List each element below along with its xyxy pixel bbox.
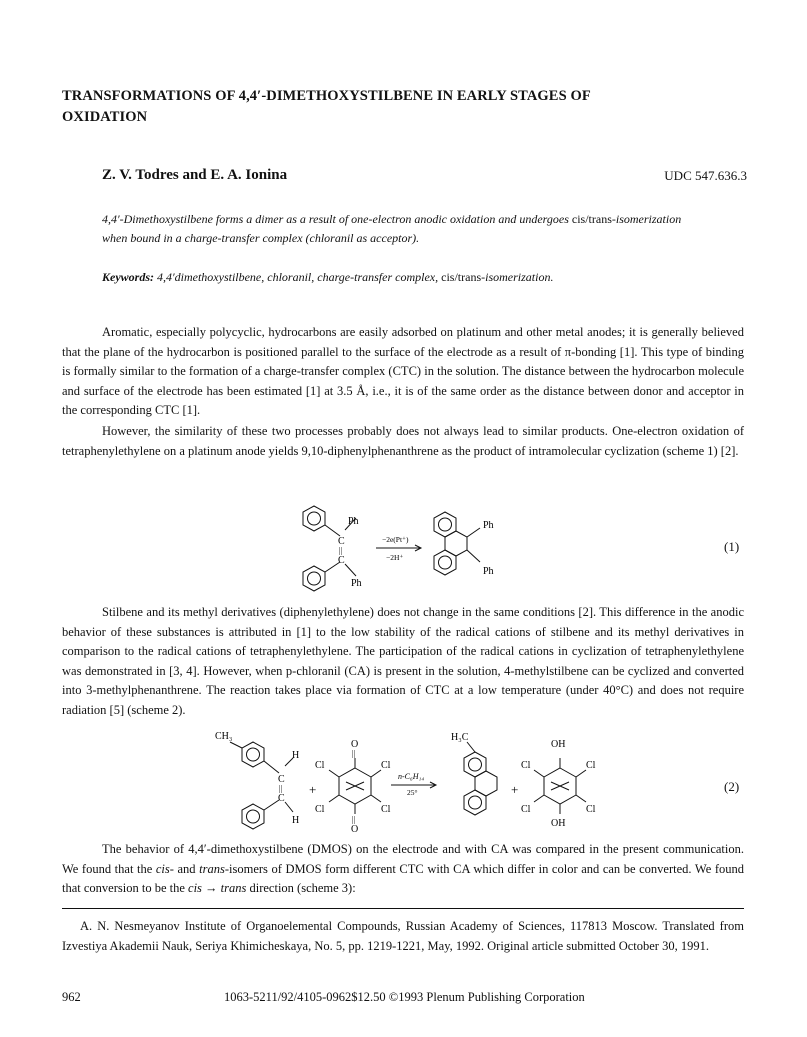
scheme2-quinone-o-top: O — [351, 739, 359, 750]
scheme1-ph-top: Ph — [348, 516, 359, 527]
udc-code: UDC 547.636.3 — [664, 168, 747, 183]
article-authors: Z. V. Todres and E. A. Ionina — [102, 167, 288, 183]
scheme2-ch3: CH₃ — [215, 731, 233, 742]
scheme2-hq-cl-br: Cl — [586, 804, 596, 815]
scheme2-plus-2: + — [511, 782, 519, 797]
scheme2-number: (2) — [724, 779, 740, 794]
scheme2-arrow-top: n-C₆H₁₄ — [398, 772, 425, 781]
scheme2-quinone-eq-top: || — [352, 749, 356, 758]
scheme2-double-bond: || — [279, 784, 283, 793]
copyright-line: 1063-5211/92/4105-0962$12.50 ©1993 Plenum Publishing Corporation — [224, 990, 585, 1004]
scheme1-double-bond: || — [339, 546, 343, 555]
paragraph-2: However, the similarity of these two processes probably does not always lead to similar products. One-electron oxidation of tetraphenylethylene on a platinum anode yields 9,10-diphenylphenanthrene as the product of intramolecular cyclization (scheme 1) [2]. — [62, 424, 744, 458]
keywords-upright: cis/trans — [441, 270, 482, 284]
footnote: A. N. Nesmeyanov Institute of Organoelemental Compounds, Russian Academy of Sciences, 117813 Moscow. Translated from Izvestiya Akademii Nauk, Seriya Khimicheskaya, No. 5, pp. 1219-1221, May, 1992. Original article submitted October 30, 1991. — [62, 919, 744, 953]
scheme2-hq-oh-bottom: OH — [551, 818, 566, 829]
scheme2-quinone-cl-tr: Cl — [381, 760, 391, 771]
abstract-part1: 4,4′-Dimethoxystilbene forms a dimer as a result of one-electron anodic oxidation and undergoes — [102, 212, 572, 226]
keywords — [102, 270, 722, 285]
scheme1-ph-bottom: Ph — [351, 578, 362, 589]
abstract — [102, 210, 702, 248]
p4-text-c: -isomers of DMOS form different CTC with CA which differ in color and can be converted. We found that conversion to be the — [62, 861, 744, 895]
scheme2-c-bottom: C — [278, 793, 285, 804]
scheme2-h-bottom: H — [292, 815, 300, 826]
scheme2-quinone-cl-bl: Cl — [315, 804, 325, 815]
keywords-tail: -isomerization. — [481, 270, 554, 284]
scheme-1 — [290, 500, 550, 600]
article-title: TRANSFORMATIONS OF 4,4′-DIMETHOXYSTILBENE IN EARLY STAGES OF OXIDATION — [62, 88, 591, 125]
paragraph-4 — [62, 840, 744, 899]
scheme2-hq-cl-bl: Cl — [521, 804, 531, 815]
abstract-part2: -isomerization when bound in a charge-transfer complex (chloranil as acceptor). — [102, 212, 682, 245]
scheme1-c-top: C — [338, 536, 345, 547]
p4-text-b: and — [173, 861, 200, 876]
p4-text-a: The behavior of 4,4′-dimethoxystilbene (DMOS) on the electrode and with CA was compared in the present communication. We found that the — [62, 842, 744, 876]
scheme1-c-bottom: C — [338, 555, 345, 566]
scheme1-arrow-top: −2e(Pt⁺) — [382, 535, 409, 544]
abstract-upright: cis/trans — [571, 212, 612, 226]
paragraph-1: Aromatic, especially polycyclic, hydrocarbons are easily adsorbed on platinum and other metal anodes; it is generally believed that the plane of the hydrocarbon is positioned parallel to the surface of the electrode as a result of π-bonding [1]. This type of binding is formally similar to the formation of a charge-transfer complex (CTC) in the solution. The distance between the hydrocarbon molecule and surface of the electrode has been estimated [1] at 3.5 Å, i.e., it is of the same order as the distance between donor and acceptor in the corresponding CTC [1]. — [62, 325, 744, 417]
scheme1-prod-ph-top: Ph — [483, 520, 494, 531]
p4-text-d: direction (scheme 3): — [246, 881, 356, 895]
scheme-2 — [205, 728, 625, 836]
scheme2-h-top: H — [292, 750, 300, 761]
page-number: 962 — [62, 990, 81, 1004]
paragraph-3: Stilbene and its methyl derivatives (diphenylethylene) does not change in the same conditions [2]. This difference in the anodic behavior of these substances is attributed in [1] to the low stability of the radical cations of stilbene and its methyl derivatives in comparison to the radical cations of tetraphenylethylene. The participation of the radical cations in cyclization of tetraphenylethylene was demonstrated in [3, 4]. However, when p-chloranil (CA) is present in the solution, 4-methylstilbene can be cyclized and converted into 3-methylphenanthrene. The reaction takes place via formation of CTC at a low temperature (under 40°C) and does not require radiation [5] (scheme 2). — [62, 605, 744, 717]
scheme2-h3c: H₃C — [451, 732, 469, 743]
scheme1-prod-ph-bottom: Ph — [483, 566, 494, 577]
p4-cis: cis- — [155, 861, 174, 876]
keywords-label: Keywords: — [102, 270, 154, 284]
scheme2-hq-oh-top: OH — [551, 739, 566, 750]
scheme2-quinone-cl-br: Cl — [381, 804, 391, 815]
scheme2-plus-1: + — [309, 782, 317, 797]
scheme1-number: (1) — [724, 539, 740, 554]
scheme2-quinone-eq-bottom: || — [352, 815, 356, 824]
scheme2-hq-cl-tr: Cl — [586, 760, 596, 771]
keywords-text: 4,4′dimethoxystilbene, chloranil, charge-transfer complex, — [154, 270, 442, 284]
scheme2-arrow-bottom: 25° — [407, 788, 418, 797]
p4-trans: trans — [199, 861, 225, 876]
scheme2-quinone-cl-tl: Cl — [315, 760, 325, 771]
footnote-divider — [62, 908, 744, 909]
scheme2-quinone-o-bottom: O — [351, 824, 359, 835]
p4-direction: cis → trans — [188, 881, 247, 895]
scheme2-hq-cl-tl: Cl — [521, 760, 531, 771]
scheme2-c-top: C — [278, 774, 285, 785]
scheme1-arrow-bottom: −2H⁺ — [386, 553, 404, 562]
